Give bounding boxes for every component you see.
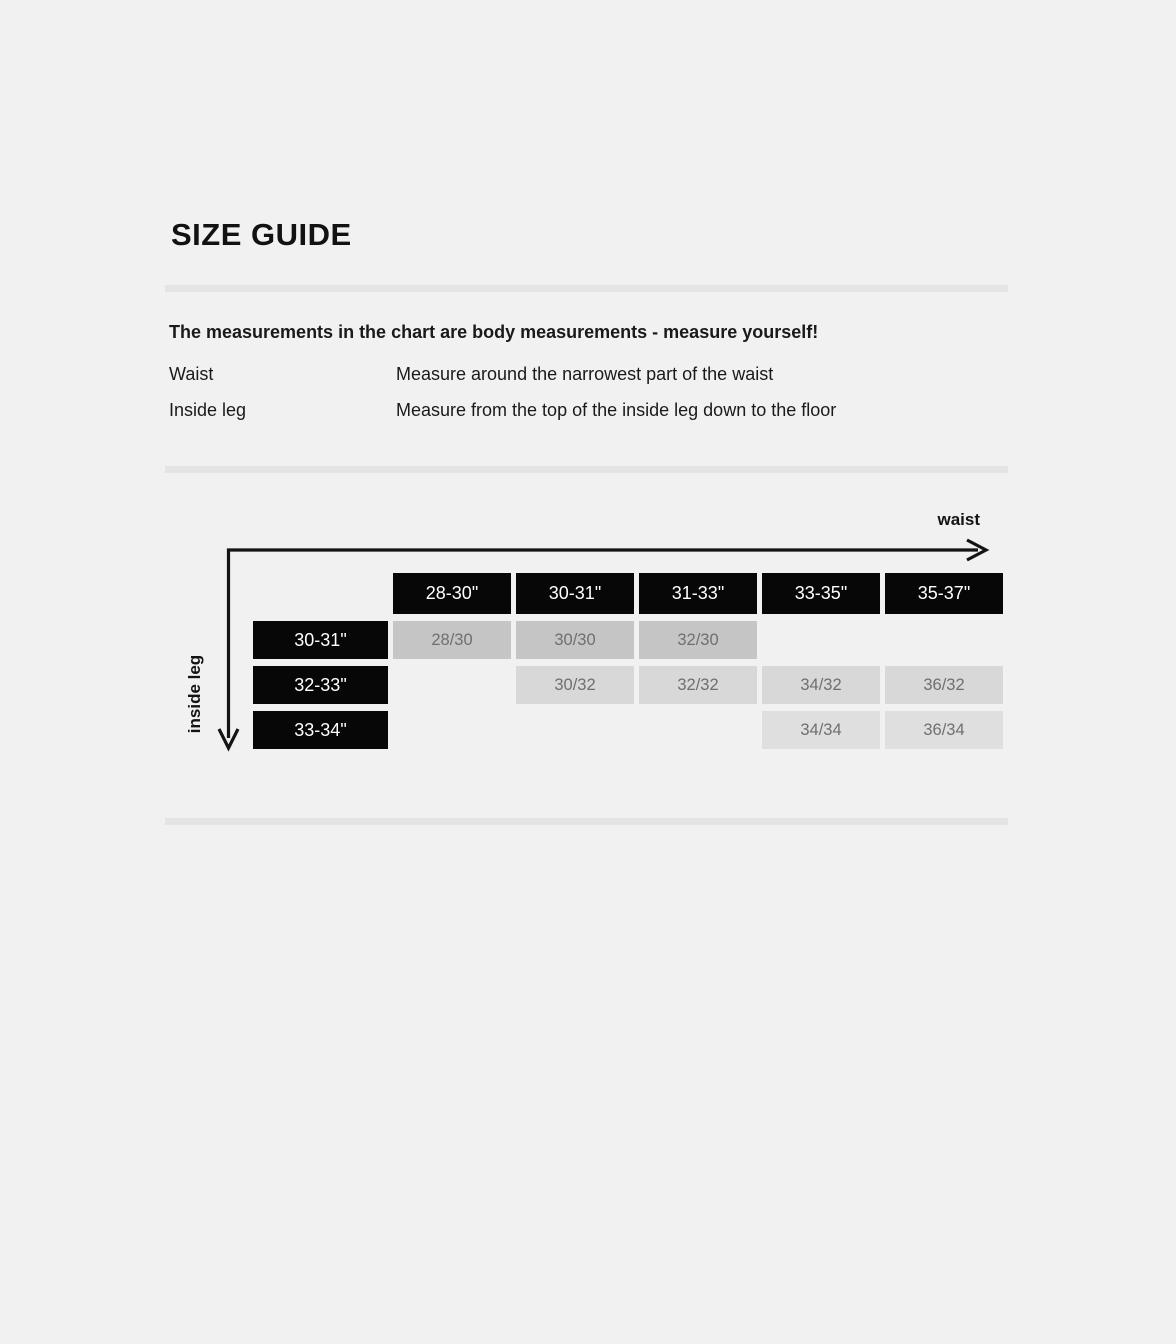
divider-top	[165, 285, 1008, 292]
size-cell-36-32: 36/32	[885, 666, 1003, 704]
size-cell-32-32: 32/32	[639, 666, 757, 704]
empty-cell	[516, 711, 634, 749]
waist-range-header-2: 31-33"	[639, 573, 757, 614]
definition-row-inside-leg	[169, 400, 836, 421]
definition-desc-inside-leg: Measure from the top of the inside leg down to the floor	[396, 400, 837, 420]
inside-leg-header-0: 30-31"	[253, 621, 388, 659]
size-cell-28-30: 28/30	[393, 621, 511, 659]
inside-leg-axis-label: inside leg	[185, 654, 204, 734]
waist-range-header-4: 35-37"	[885, 573, 1003, 614]
definition-term-waist: Waist	[169, 364, 214, 384]
waist-range-header-1: 30-31"	[516, 573, 634, 614]
size-cell-34-34: 34/34	[762, 711, 880, 749]
divider-middle	[165, 466, 1008, 473]
empty-cell	[762, 621, 880, 659]
size-cell-32-30: 32/30	[639, 621, 757, 659]
size-grid	[253, 573, 1003, 749]
intro-heading: The measurements in the chart are body measurements - measure yourself!	[169, 322, 819, 342]
inside-leg-header-2: 33-34"	[253, 711, 388, 749]
definition-term-inside-leg: Inside leg	[169, 400, 247, 420]
page-title: SIZE GUIDE	[171, 217, 352, 252]
size-cell-36-34: 36/34	[885, 711, 1003, 749]
waist-axis-label: waist	[937, 510, 980, 529]
empty-cell	[393, 666, 511, 704]
definition-desc-waist: Measure around the narrowest part of the waist	[396, 364, 774, 384]
empty-cell	[885, 621, 1003, 659]
definition-row-waist	[169, 364, 773, 385]
empty-cell	[393, 711, 511, 749]
size-cell-34-32: 34/32	[762, 666, 880, 704]
inside-leg-header-1: 32-33"	[253, 666, 388, 704]
grid-corner-spacer	[253, 573, 388, 614]
size-cell-30-32: 30/32	[516, 666, 634, 704]
waist-range-header-0: 28-30"	[393, 573, 511, 614]
divider-bottom	[165, 818, 1008, 825]
waist-range-header-3: 33-35"	[762, 573, 880, 614]
size-cell-30-30: 30/30	[516, 621, 634, 659]
empty-cell	[639, 711, 757, 749]
